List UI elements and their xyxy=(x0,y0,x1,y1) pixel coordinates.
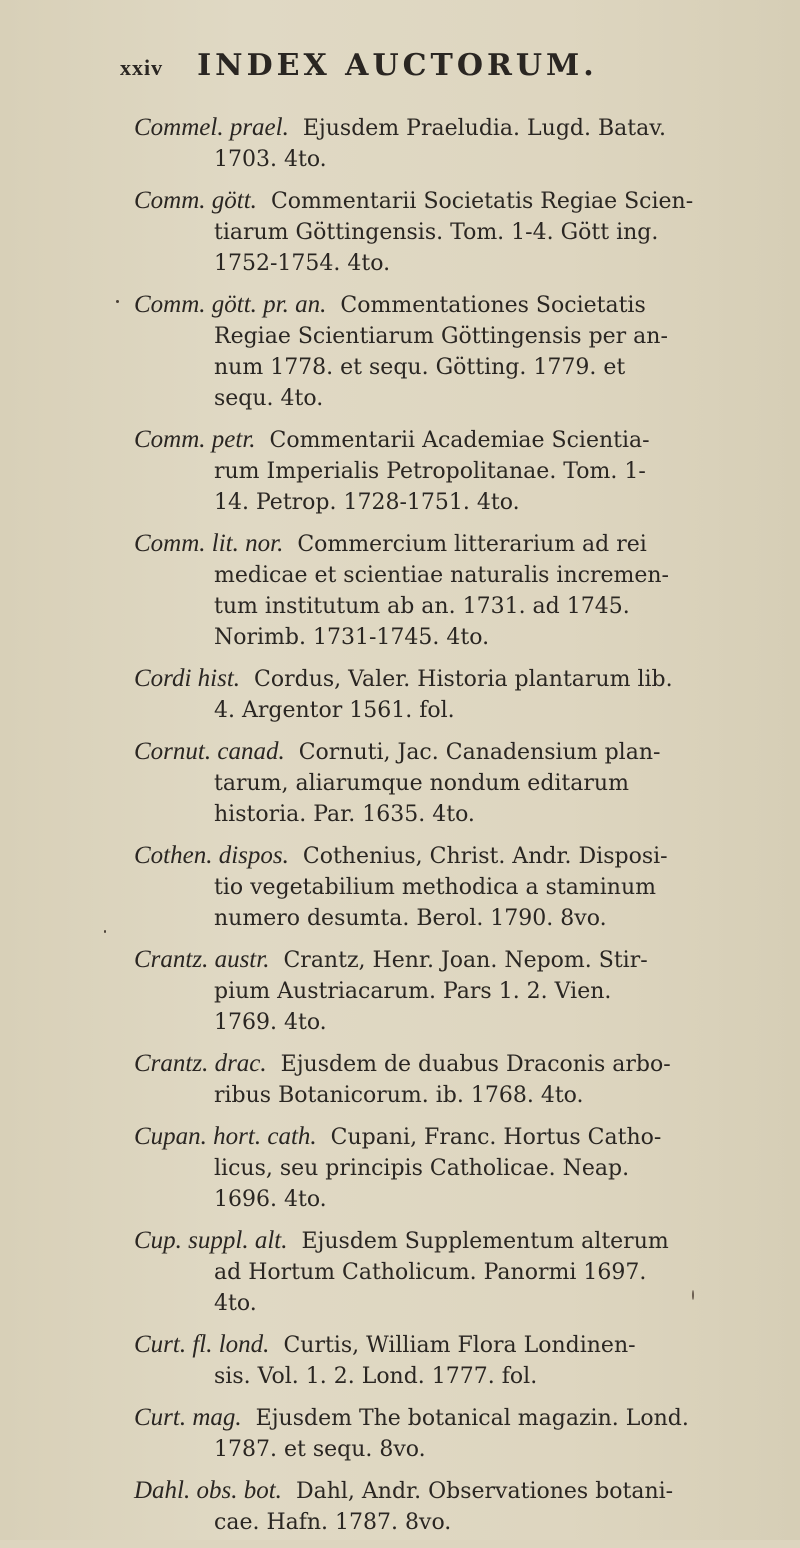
entry-text: licus, seu principis Catholicae. Neap. xyxy=(214,1156,630,1181)
entry-text: 1703. 4to. xyxy=(214,147,327,172)
entry-text: Commentationes Societatis xyxy=(340,293,646,318)
index-entries xyxy=(134,112,774,1548)
entry-first-line xyxy=(134,289,774,321)
entry-text: sequ. 4to. xyxy=(214,386,324,411)
entry-continuation-line xyxy=(134,591,774,622)
entry-abbreviation: Cupan. hort. cath. xyxy=(134,1123,317,1150)
index-entry xyxy=(134,424,774,518)
entry-text: Regiae Scientiarum Göttingensis per an- xyxy=(214,324,668,349)
entry-first-line xyxy=(134,1121,774,1153)
entry-text: 1696. 4to. xyxy=(214,1187,327,1212)
index-entry xyxy=(134,944,774,1038)
entry-continuation-line xyxy=(134,560,774,591)
index-entry xyxy=(134,1329,774,1392)
ink-speck xyxy=(116,300,119,303)
entry-continuation-line xyxy=(134,622,774,653)
entry-text: num 1778. et sequ. Götting. 1779. et xyxy=(214,355,626,380)
entry-text: ad Hortum Catholicum. Panormi 1697. xyxy=(214,1260,647,1285)
entry-first-line xyxy=(134,185,774,217)
entry-text: historia. Par. 1635. 4to. xyxy=(214,802,475,827)
entry-abbreviation: Cothen. dispos. xyxy=(134,842,289,869)
entry-continuation-line xyxy=(134,1257,774,1288)
entry-first-line xyxy=(134,1225,774,1257)
entry-continuation-line xyxy=(134,1434,774,1465)
entry-text: Commercium litterarium ad rei xyxy=(297,532,647,557)
index-entry xyxy=(134,736,774,830)
entry-continuation-line xyxy=(134,383,774,414)
entry-text: Ejusdem The botanical magazin. Lond. xyxy=(255,1406,689,1431)
entry-text: Cothenius, Christ. Andr. Disposi- xyxy=(302,844,668,869)
entry-text: 1787. et sequ. 8vo. xyxy=(214,1437,426,1462)
entry-text: Commentarii Societatis Regiae Scien- xyxy=(270,189,694,214)
entry-text: Dahl, Andr. Observationes botani- xyxy=(295,1479,674,1504)
entry-continuation-line xyxy=(134,1007,774,1038)
entry-text: tio vegetabilium methodica a staminum xyxy=(214,875,656,900)
entry-text: tiarum Göttingensis. Tom. 1-4. Gött ing. xyxy=(214,220,659,245)
entry-abbreviation: Comm. lit. nor. xyxy=(134,530,284,557)
entry-abbreviation: Crantz. austr. xyxy=(134,946,270,973)
entry-abbreviation: Comm. petr. xyxy=(134,426,256,453)
entry-text: 4to. xyxy=(214,1291,257,1316)
entry-text: 1769. 4to. xyxy=(214,1010,327,1035)
index-entry xyxy=(134,1121,774,1215)
entry-continuation-line xyxy=(134,1507,774,1538)
entry-continuation-line xyxy=(134,872,774,903)
entry-abbreviation: Curt. mag. xyxy=(134,1404,242,1431)
entry-first-line xyxy=(134,1402,774,1434)
ink-speck xyxy=(104,930,106,933)
entry-first-line xyxy=(134,1475,774,1507)
entry-continuation-line xyxy=(134,768,774,799)
entry-text: sis. Vol. 1. 2. Lond. 1777. fol. xyxy=(214,1364,538,1389)
entry-continuation-line xyxy=(134,1080,774,1111)
entry-continuation-line xyxy=(134,217,774,248)
entry-continuation-line xyxy=(134,456,774,487)
running-title: INDEX AUCTORUM. xyxy=(197,48,598,83)
entry-abbreviation: Comm. gött. pr. an. xyxy=(134,291,327,318)
entry-continuation-line xyxy=(134,799,774,830)
entry-text: Ejusdem de duabus Draconis arbo- xyxy=(280,1052,671,1077)
entry-continuation-line xyxy=(134,1153,774,1184)
entry-continuation-line xyxy=(134,1184,774,1215)
entry-continuation-line xyxy=(134,695,774,726)
entry-text: ribus Botanicorum. ib. 1768. 4to. xyxy=(214,1083,584,1108)
entry-first-line xyxy=(134,112,774,144)
entry-first-line xyxy=(134,840,774,872)
entry-first-line xyxy=(134,944,774,976)
entry-abbreviation: Cornut. canad. xyxy=(134,738,285,765)
entry-text: Ejusdem Praeludia. Lugd. Batav. xyxy=(302,116,667,141)
entry-abbreviation: Cordi hist. xyxy=(134,665,241,692)
index-entry xyxy=(134,185,774,279)
entry-text: 14. Petrop. 1728-1751. 4to. xyxy=(214,490,520,515)
index-entry xyxy=(134,663,774,726)
entry-abbreviation: Cup. suppl. alt. xyxy=(134,1227,288,1254)
entry-text: cae. Hafn. 1787. 8vo. xyxy=(214,1510,452,1535)
entry-continuation-line xyxy=(134,1288,774,1319)
index-entry xyxy=(134,1475,774,1538)
index-entry xyxy=(134,840,774,934)
entry-abbreviation: Curt. fl. lond. xyxy=(134,1331,270,1358)
entry-text: Crantz, Henr. Joan. Nepom. Stir- xyxy=(283,948,648,973)
entry-text: Cordus, Valer. Historia plantarum lib. xyxy=(254,667,673,692)
index-entry xyxy=(134,1048,774,1111)
page-header xyxy=(120,48,720,83)
entry-abbreviation: Crantz. drac. xyxy=(134,1050,267,1077)
entry-abbreviation: Comm. gött. xyxy=(134,187,257,214)
entry-continuation-line xyxy=(134,352,774,383)
entry-continuation-line xyxy=(134,144,774,175)
entry-abbreviation: Commel. prael. xyxy=(134,114,289,141)
index-entry xyxy=(134,289,774,414)
entry-text: Commentarii Academiae Scientia- xyxy=(269,428,650,453)
entry-text: Ejusdem Supplementum alterum xyxy=(301,1229,669,1254)
entry-text: Cornuti, Jac. Canadensium plan- xyxy=(298,740,661,765)
entry-text: rum Imperialis Petropolitanae. Tom. 1- xyxy=(214,459,646,484)
page-number: xxiv xyxy=(120,55,164,80)
entry-first-line xyxy=(134,424,774,456)
entry-text: Cupani, Franc. Hortus Catho- xyxy=(330,1125,662,1150)
entry-text: Norimb. 1731-1745. 4to. xyxy=(214,625,490,650)
ink-speck xyxy=(692,1290,694,1300)
index-entry xyxy=(134,1402,774,1465)
entry-first-line xyxy=(134,663,774,695)
entry-first-line xyxy=(134,1329,774,1361)
entry-continuation-line xyxy=(134,321,774,352)
entry-text: tarum, aliarumque nondum editarum xyxy=(214,771,629,796)
entry-text: Curtis, William Flora Londinen- xyxy=(283,1333,636,1358)
entry-text: medicae et scientiae naturalis incremen- xyxy=(214,563,669,588)
entry-text: 1752-1754. 4to. xyxy=(214,251,391,276)
entry-continuation-line xyxy=(134,976,774,1007)
entry-abbreviation: Dahl. obs. bot. xyxy=(134,1477,282,1504)
index-entry xyxy=(134,528,774,653)
entry-text: tum institutum ab an. 1731. ad 1745. xyxy=(214,594,630,619)
entry-continuation-line xyxy=(134,248,774,279)
entry-text: numero desumta. Berol. 1790. 8vo. xyxy=(214,906,607,931)
entry-first-line xyxy=(134,528,774,560)
entry-first-line xyxy=(134,1048,774,1080)
entry-continuation-line xyxy=(134,903,774,934)
entry-text: pium Austriacarum. Pars 1. 2. Vien. xyxy=(214,979,612,1004)
entry-text: 4. Argentor 1561. fol. xyxy=(214,698,455,723)
entry-continuation-line xyxy=(134,487,774,518)
entry-continuation-line xyxy=(134,1361,774,1392)
index-entry xyxy=(134,1225,774,1319)
entry-first-line xyxy=(134,736,774,768)
index-entry xyxy=(134,112,774,175)
